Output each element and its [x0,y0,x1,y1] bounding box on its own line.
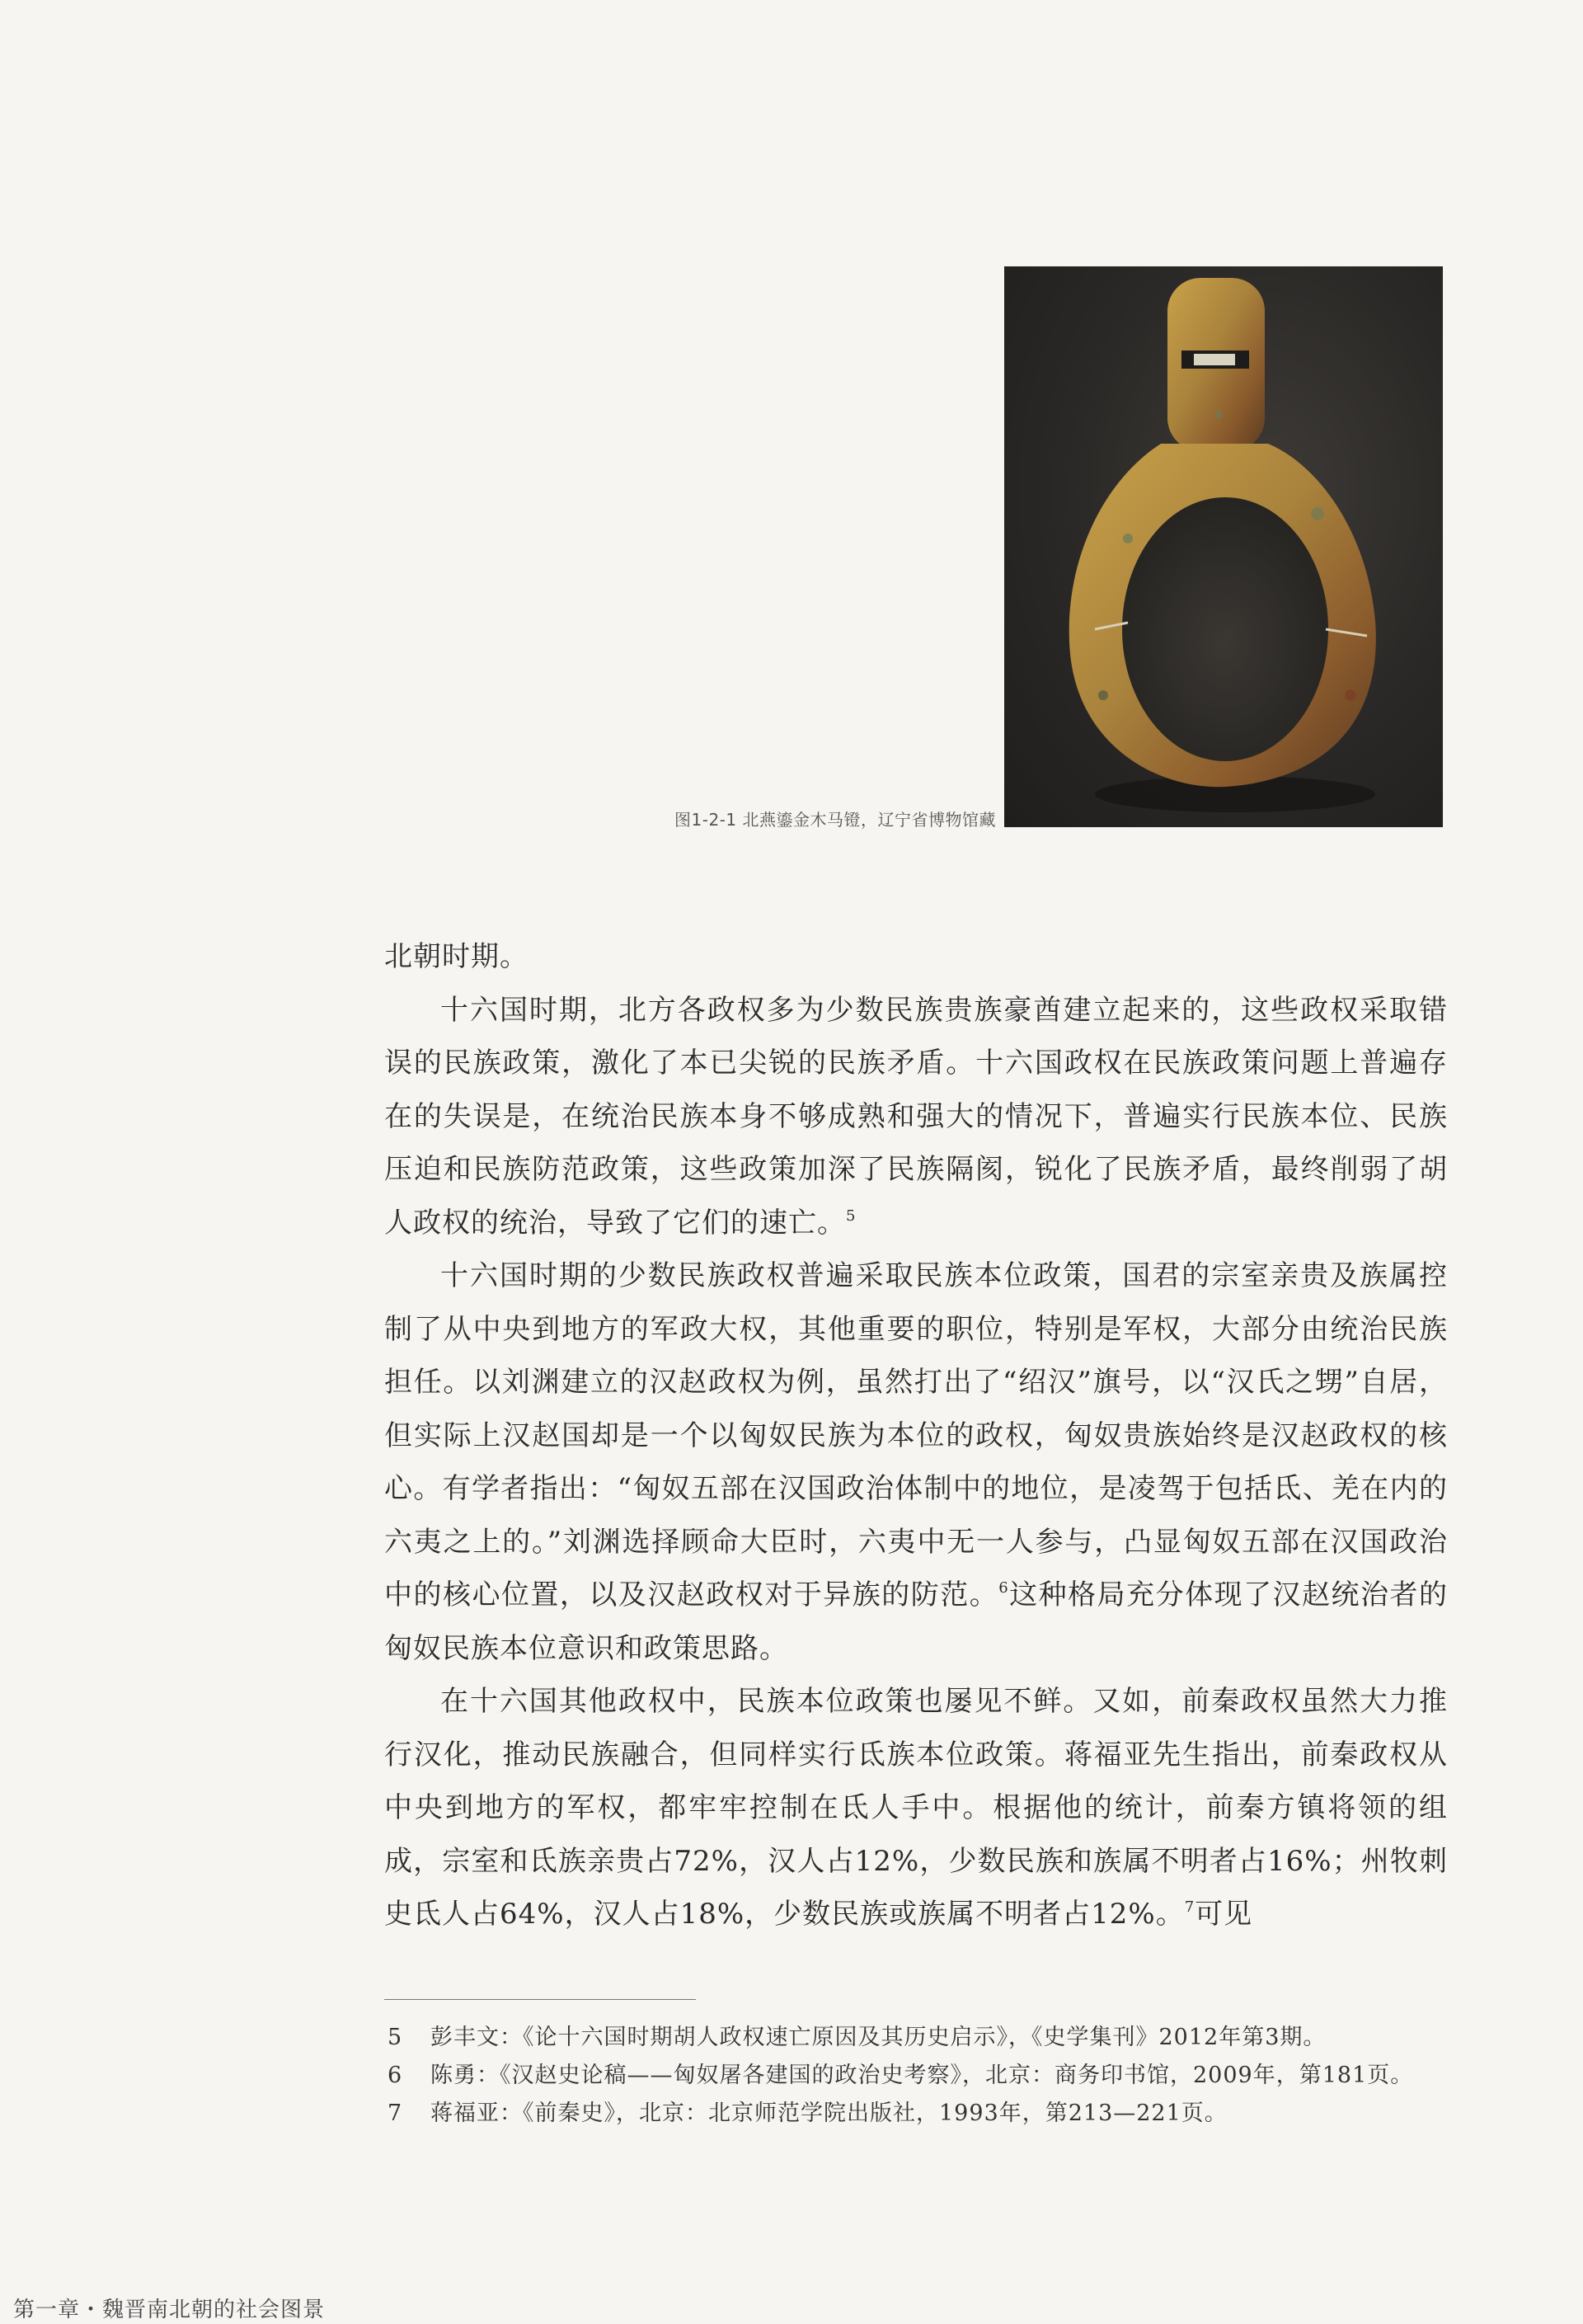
footnote-ref[interactable]: 5 [846,1207,857,1225]
paragraph-text: 十六国时期的少数民族政权普遍采取民族本位政策，国君的宗室亲贵及族属控制了从中央到地方的军政大权，其他重要的职位，特别是军权，大部分由统治民族担任。以刘渊建立的汉赵政权为例，虽然打出了“绍汉”旗号，以“汉氏之甥”自居，但实际上汉赵国却是一个以匈奴民族为本位的政权，匈奴贵族始终是汉赵政权的核心。有学者指出：“匈奴五部在汉国政治体制中的地位，是凌驾于包括氐、羌在内的六夷之上的。”刘渊选择顾命大臣时，六夷中无一人参与，凸显匈奴五部在汉国政治中的核心位置，以及汉赵政权对于异族的防范。 [384,1259,1448,1611]
paragraph [384,1249,1448,1675]
paragraph-text: 在十六国其他政权中，民族本位政策也屡见不鲜。又如，前秦政权虽然大力推行汉化，推动民族融合，但同样实行氐族本位政策。蒋福亚先生指出，前秦政权从中央到地方的军权，都牢牢控制在氐人手中。根据他的统计，前秦方镇将领的组成，宗室和氐族亲贵占72%，汉人占12%，少数民族和族属不明者占16%；州牧刺史氐人占64%，汉人占18%，少数民族或族属不明者占12%。 [384,1685,1448,1931]
footnotes [388,2019,1459,2133]
paragraph [384,1675,1448,1941]
footnote-ref[interactable]: 6 [998,1579,1009,1597]
footnote-item [388,2019,1459,2057]
footnote-number: 5 [388,2025,403,2050]
footnote-item [388,2095,1459,2133]
footnote-item [388,2057,1459,2095]
figure-caption: 图1-2-1 北燕鎏金木马镫，辽宁省博物馆藏 [674,810,996,830]
footnote-divider [384,1999,696,2000]
paragraph-text: 北朝时期。 [384,940,528,973]
footnote-text: 陈勇：《汉赵史论稿——匈奴屠各建国的政治史考察》，北京：商务印书馆，2009年，第181页。 [430,2063,1414,2088]
footnote-ref[interactable]: 7 [1184,1898,1195,1916]
stirrup-photo [1004,266,1443,827]
footnote-number: 7 [388,2101,403,2126]
paragraph-tail: 可见 [1195,1898,1253,1931]
footnote-text: 蒋福亚：《前秦史》，北京：北京师范学院出版社，1993年，第213—221页。 [430,2101,1228,2126]
footnote-number: 6 [388,2063,403,2088]
paragraph-text: 十六国时期，北方各政权多为少数民族贵族豪酋建立起来的，这些政权采取错误的民族政策，激化了本已尖锐的民族矛盾。十六国政权在民族政策问题上普遍存在的失误是，在统治民族本身不够成熟和强大的情况下，普遍实行民族本位、民族压迫和民族防范政策，这些政策加深了民族隔阂，锐化了民族矛盾，最终削弱了胡人政权的统治，导致了它们的速亡。 [384,993,1448,1240]
body-text [384,930,1448,1941]
running-footer: 第一章・魏晋南北朝的社会图景 [13,2298,326,2322]
stirrup-illustration [1004,266,1443,827]
paragraph [384,930,1448,984]
paragraph [384,984,1448,1250]
footnote-text: 彭丰文：《论十六国时期胡人政权速亡原因及其历史启示》，《史学集刊》2012年第3期。 [430,2025,1327,2050]
paragraph-tail: 这种格局充分体现了汉赵统治者的匈奴民族本位意识和政策思路。 [384,1578,1448,1665]
